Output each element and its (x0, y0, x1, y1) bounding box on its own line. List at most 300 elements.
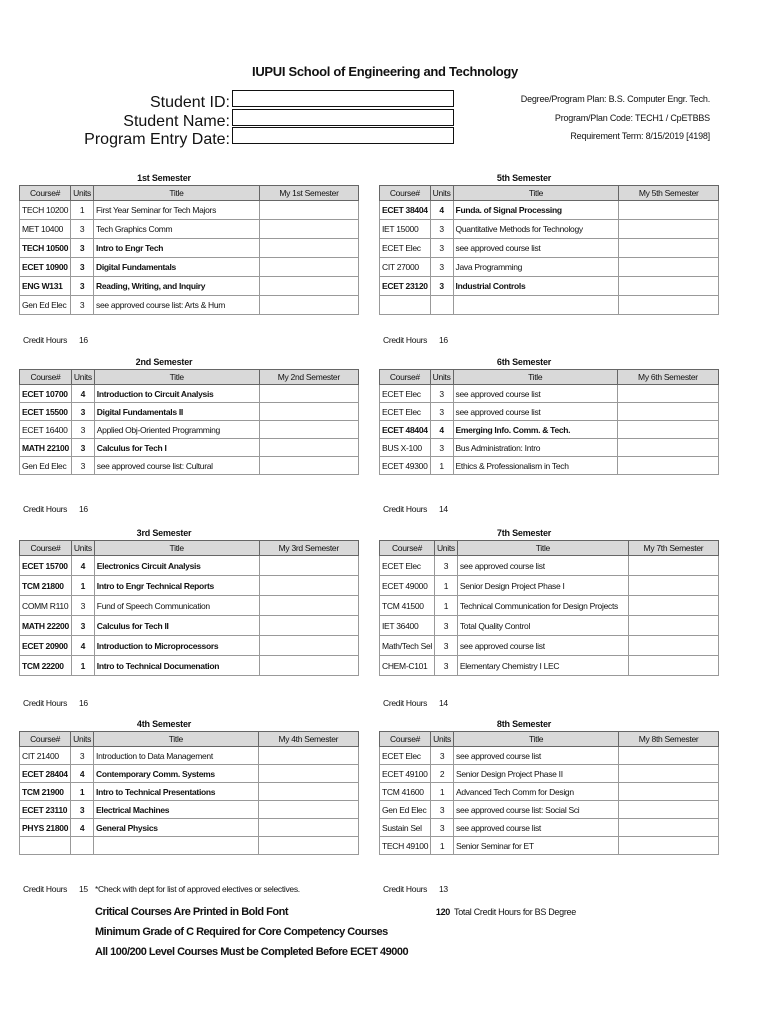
credit-hours-row (19, 335, 359, 347)
course-code: ECET 49300 (380, 457, 431, 475)
my-semester-cell[interactable] (258, 837, 358, 855)
course-row (20, 765, 359, 783)
course-title: Quantitative Methods for Technology (453, 220, 619, 239)
course-units: 4 (430, 421, 453, 439)
credit-hours-row (379, 884, 719, 896)
course-code: ECET Elec (380, 385, 431, 403)
course-code: TECH 10500 (20, 239, 71, 258)
course-title: Introduction to Circuit Analysis (94, 385, 259, 403)
course-code: ECET 23120 (380, 277, 431, 296)
semester-table (19, 731, 359, 855)
course-title: Industrial Controls (453, 277, 619, 296)
course-units: 3 (71, 239, 94, 258)
semester-block (19, 527, 359, 676)
units-header: Units (71, 186, 94, 201)
course-row (20, 421, 359, 439)
course-code: ECET 15500 (20, 403, 72, 421)
my-semester-cell[interactable] (628, 556, 718, 576)
credit-hours-label: Credit Hours (23, 884, 68, 894)
course-row (380, 457, 719, 475)
title-header: Title (94, 370, 259, 385)
footer-note-ecet49000: All 100/200 Level Courses Must be Completed Before ECET 49000 (95, 946, 409, 958)
course-code: TCM 41500 (380, 596, 435, 616)
course-code: BUS X-100 (380, 439, 431, 457)
course-title (94, 837, 259, 855)
credit-hours-row (19, 504, 359, 516)
total-credit-hours-value: 120 (435, 907, 450, 917)
semester-block (379, 527, 719, 676)
semester-title: 5th Semester (496, 173, 552, 183)
course-title: see approved course list (457, 556, 628, 576)
credit-hours-label: Credit Hours (383, 884, 428, 894)
course-units: 3 (71, 747, 94, 765)
course-units: 1 (71, 576, 94, 596)
course-code: CHEM-C101 (380, 656, 435, 676)
my-semester-cell[interactable] (259, 636, 358, 656)
course-title: Digital Fundamentals II (94, 403, 259, 421)
semester-block (379, 718, 719, 855)
credit-hours-value: 16 (79, 335, 88, 345)
course-title: Tech Graphics Comm (94, 220, 260, 239)
course-code: Math/Tech Sel (380, 636, 435, 656)
course-title: Java Programming (453, 258, 619, 277)
course-code: Gen Ed Elec (20, 457, 72, 475)
my-semester-cell[interactable] (259, 220, 358, 239)
my-semester-cell[interactable] (259, 403, 358, 421)
requirement-term: Requirement Term: 8/15/2019 [4198] (570, 131, 710, 141)
course-units: 3 (71, 220, 94, 239)
my-semester-cell[interactable] (259, 439, 358, 457)
credit-hours-value: 16 (79, 504, 88, 514)
course-row (380, 258, 719, 277)
credit-hours-row (19, 698, 359, 710)
course-code: ECET Elec (380, 403, 431, 421)
course-code: MATH 22200 (20, 616, 72, 636)
course-code: TECH 10200 (20, 201, 71, 220)
course-header: Course# (380, 186, 431, 201)
course-code: COMM R110 (20, 596, 72, 616)
my-semester-cell[interactable] (619, 801, 719, 819)
course-row (380, 783, 719, 801)
my-semester-header: My 6th Semester (617, 370, 718, 385)
course-title (453, 296, 619, 315)
credit-hours-value: 14 (439, 698, 448, 708)
course-row (20, 439, 359, 457)
course-row (380, 201, 719, 220)
course-code: TCM 41600 (380, 783, 431, 801)
course-units: 3 (71, 801, 94, 819)
my-semester-header: My 2nd Semester (259, 370, 358, 385)
my-semester-cell[interactable] (617, 457, 718, 475)
course-units: 3 (430, 439, 453, 457)
my-semester-cell[interactable] (628, 636, 718, 656)
my-semester-cell[interactable] (259, 421, 358, 439)
title-header: Title (453, 370, 617, 385)
course-title: Introduction to Microprocessors (94, 636, 259, 656)
my-semester-cell[interactable] (259, 201, 358, 220)
course-row (380, 296, 719, 315)
semester-title: 3rd Semester (136, 528, 192, 538)
title-header: Title (453, 186, 619, 201)
my-semester-cell[interactable] (619, 277, 719, 296)
course-row (380, 576, 719, 596)
course-code (380, 296, 431, 315)
course-code: MET 10400 (20, 220, 71, 239)
course-row (380, 220, 719, 239)
my-semester-header: My 3rd Semester (259, 541, 358, 556)
course-row (380, 596, 719, 616)
title-header: Title (94, 186, 260, 201)
credit-hours-row (379, 504, 719, 516)
semester-title: 2nd Semester (135, 357, 193, 367)
course-row (380, 421, 719, 439)
credit-hours-value: 16 (79, 698, 88, 708)
course-units: 3 (71, 616, 94, 636)
my-semester-cell[interactable] (259, 296, 358, 315)
course-units: 3 (430, 277, 453, 296)
course-header: Course# (20, 186, 71, 201)
course-code: ECET Elec (380, 747, 431, 765)
my-semester-cell[interactable] (619, 201, 719, 220)
course-code: TCM 21800 (20, 576, 72, 596)
semester-block (379, 172, 719, 315)
course-title: see approved course list: Cultural (94, 457, 259, 475)
course-units: 3 (434, 656, 457, 676)
course-title: Senior Design Project Phase I (457, 576, 628, 596)
my-semester-cell[interactable] (617, 385, 718, 403)
course-row (20, 783, 359, 801)
course-units: 3 (71, 296, 94, 315)
title-header: Title (94, 732, 259, 747)
course-units: 1 (71, 656, 94, 676)
my-semester-header: My 5th Semester (619, 186, 719, 201)
course-code: CIT 27000 (380, 258, 431, 277)
course-title: Advanced Tech Comm for Design (454, 783, 619, 801)
course-title: Contemporary Comm. Systems (94, 765, 259, 783)
course-title: see approved course list (457, 636, 628, 656)
course-units: 3 (71, 277, 94, 296)
course-code: PHYS 21800 (20, 819, 71, 837)
course-code: ECET 16400 (20, 421, 72, 439)
title-header: Title (457, 541, 628, 556)
course-header: Course# (380, 732, 431, 747)
course-title: Reading, Writing, and Inquiry (94, 277, 260, 296)
course-code: IET 36400 (380, 616, 435, 636)
course-title: Senior Design Project Phase II (454, 765, 619, 783)
course-units: 1 (71, 783, 94, 801)
credit-hours-row (379, 335, 719, 347)
course-units (71, 837, 94, 855)
footer-note-bold-critical: Critical Courses Are Printed in Bold Font (95, 906, 289, 918)
semester-block (19, 356, 359, 475)
my-semester-cell[interactable] (619, 765, 719, 783)
semester-table (379, 540, 719, 676)
elective-note: *Check with dept for list of approved electives or selectives. (95, 884, 300, 894)
course-row (380, 616, 719, 636)
semester-block (19, 172, 359, 315)
credit-hours-label: Credit Hours (383, 335, 428, 345)
credit-hours-row (379, 698, 719, 710)
credit-hours-label: Credit Hours (23, 504, 68, 514)
my-semester-cell[interactable] (617, 439, 718, 457)
course-title: Total Quality Control (457, 616, 628, 636)
my-semester-cell[interactable] (619, 258, 719, 277)
my-semester-cell[interactable] (628, 656, 718, 676)
course-row (380, 277, 719, 296)
course-units: 1 (434, 576, 457, 596)
program-plan-code: Program/Plan Code: TECH1 / CpETBBS (554, 113, 710, 123)
course-title: Digital Fundamentals (94, 258, 260, 277)
course-row (380, 556, 719, 576)
semester-table (379, 185, 719, 315)
course-title: Electronics Circuit Analysis (94, 556, 259, 576)
course-code: ECET Elec (380, 556, 435, 576)
my-semester-cell[interactable] (259, 277, 358, 296)
course-title: First Year Seminar for Tech Majors (94, 201, 260, 220)
semester-title: 7th Semester (496, 528, 552, 538)
course-units: 4 (71, 385, 94, 403)
course-code: Gen Ed Elec (20, 296, 71, 315)
credit-hours-label: Credit Hours (23, 698, 68, 708)
my-semester-cell[interactable] (259, 457, 358, 475)
course-row (20, 296, 359, 315)
course-row (20, 837, 359, 855)
course-title: see approved course list (454, 747, 619, 765)
my-semester-cell[interactable] (628, 596, 718, 616)
course-units: 2 (431, 765, 454, 783)
my-semester-cell[interactable] (259, 385, 358, 403)
course-units: 3 (430, 385, 453, 403)
course-row (380, 403, 719, 421)
course-units: 3 (430, 403, 453, 421)
my-semester-cell[interactable] (628, 576, 718, 596)
my-semester-cell[interactable] (258, 819, 358, 837)
my-semester-cell[interactable] (258, 801, 358, 819)
credit-hours-label: Credit Hours (383, 504, 428, 514)
course-header: Course# (380, 541, 435, 556)
credit-hours-row (19, 884, 359, 896)
total-credit-hours-label: Total Credit Hours for BS Degree (454, 907, 576, 917)
course-code: Gen Ed Elec (380, 801, 431, 819)
course-code: MATH 22100 (20, 439, 72, 457)
course-units: 3 (71, 439, 94, 457)
my-semester-cell[interactable] (619, 220, 719, 239)
course-title: Fund of Speech Communication (94, 596, 259, 616)
course-row (380, 801, 719, 819)
course-header: Course# (380, 370, 431, 385)
course-units: 3 (430, 258, 453, 277)
course-title: Applied Obj-Oriented Programming (94, 421, 259, 439)
course-code: TECH 49100 (380, 837, 431, 855)
semester-table (379, 731, 719, 855)
my-semester-cell[interactable] (259, 656, 358, 676)
my-semester-cell[interactable] (628, 616, 718, 636)
course-row (20, 220, 359, 239)
course-title: see approved course list (454, 819, 619, 837)
my-semester-cell[interactable] (258, 765, 358, 783)
course-title: see approved course list (453, 403, 617, 421)
course-row (20, 277, 359, 296)
course-row (20, 819, 359, 837)
course-title: see approved course list: Arts & Hum (94, 296, 260, 315)
credit-hours-value: 13 (439, 884, 448, 894)
my-semester-cell[interactable] (619, 783, 719, 801)
course-row (380, 439, 719, 457)
course-title: General Physics (94, 819, 259, 837)
course-row (20, 596, 359, 616)
course-code: ECET Elec (380, 239, 431, 258)
my-semester-cell[interactable] (619, 239, 719, 258)
total-credit-hours (420, 907, 576, 917)
course-row (20, 656, 359, 676)
course-title: Intro to Engr Tech (94, 239, 260, 258)
course-row (20, 201, 359, 220)
course-row (380, 765, 719, 783)
course-units: 3 (431, 747, 454, 765)
course-row (380, 656, 719, 676)
course-header: Course# (20, 541, 72, 556)
my-semester-header: My 7th Semester (628, 541, 718, 556)
course-units: 3 (434, 636, 457, 656)
course-code: ECET 38404 (380, 201, 431, 220)
my-semester-cell[interactable] (619, 837, 719, 855)
footer-notes (95, 902, 408, 962)
course-code (20, 837, 71, 855)
course-row (380, 747, 719, 765)
my-semester-cell[interactable] (258, 747, 358, 765)
course-units: 3 (430, 220, 453, 239)
course-units: 4 (71, 556, 94, 576)
course-code: ECET 10900 (20, 258, 71, 277)
course-title: Calculus for Tech I (94, 439, 259, 457)
course-code: ECET 10700 (20, 385, 72, 403)
my-semester-cell[interactable] (617, 403, 718, 421)
semester-block (19, 718, 359, 855)
course-title: Elementary Chemistry I LEC (457, 656, 628, 676)
credit-hours-label: Credit Hours (23, 335, 68, 345)
course-units: 1 (431, 837, 454, 855)
my-semester-cell[interactable] (259, 616, 358, 636)
document-title: IUPUI School of Engineering and Technology (252, 64, 518, 79)
course-title: see approved course list (453, 239, 619, 258)
course-row (380, 239, 719, 258)
semester-table (379, 369, 719, 475)
semester-title: 4th Semester (136, 719, 192, 729)
units-header: Units (71, 732, 94, 747)
my-semester-cell[interactable] (259, 258, 358, 277)
course-code: TCM 21900 (20, 783, 71, 801)
student-name-label: Student Name: (123, 113, 230, 130)
units-header: Units (434, 541, 457, 556)
course-code: ECET 28404 (20, 765, 71, 783)
course-units: 3 (71, 421, 94, 439)
semester-table (19, 369, 359, 475)
units-header: Units (430, 186, 453, 201)
course-units: 4 (430, 201, 453, 220)
student-id-field[interactable] (232, 90, 454, 107)
course-title: Bus Administration: Intro (453, 439, 617, 457)
course-row (20, 747, 359, 765)
my-semester-cell[interactable] (619, 747, 719, 765)
credit-hours-value: 14 (439, 504, 448, 514)
course-row (20, 258, 359, 277)
student-name-field[interactable] (232, 109, 454, 126)
course-title: Senior Seminar for ET (454, 837, 619, 855)
my-semester-cell[interactable] (258, 783, 358, 801)
course-units: 3 (71, 596, 94, 616)
course-units: 4 (71, 636, 94, 656)
course-title: Intro to Engr Technical Reports (94, 576, 259, 596)
course-units: 3 (71, 457, 94, 475)
semester-title: 1st Semester (137, 173, 191, 183)
course-units: 3 (431, 819, 454, 837)
my-semester-cell[interactable] (259, 239, 358, 258)
course-title: Electrical Machines (94, 801, 259, 819)
semester-title: 8th Semester (496, 719, 552, 729)
credit-hours-value: 16 (439, 335, 448, 345)
course-units: 3 (434, 616, 457, 636)
course-title: Calculus for Tech II (94, 616, 259, 636)
course-title: see approved course list: Social Sci (454, 801, 619, 819)
course-units: 4 (71, 765, 94, 783)
course-units: 4 (71, 819, 94, 837)
course-row (20, 385, 359, 403)
course-title: Technical Communication for Design Projects (457, 596, 628, 616)
units-header: Units (71, 370, 94, 385)
units-header: Units (71, 541, 94, 556)
degree-program-plan: Degree/Program Plan: B.S. Computer Engr. Tech. (520, 94, 710, 104)
course-title: Intro to Technical Documenation (94, 656, 259, 676)
course-title: Introduction to Data Management (94, 747, 259, 765)
course-code: ECET 48404 (380, 421, 431, 439)
course-units: 3 (434, 556, 457, 576)
semester-block (379, 356, 719, 475)
course-row (380, 636, 719, 656)
my-semester-cell[interactable] (259, 556, 358, 576)
course-units (430, 296, 453, 315)
course-units: 3 (71, 403, 94, 421)
course-units: 1 (430, 457, 453, 475)
student-id-label: Student ID: (149, 94, 230, 111)
my-semester-header: My 1st Semester (259, 186, 358, 201)
units-header: Units (430, 370, 453, 385)
my-semester-cell[interactable] (259, 596, 358, 616)
course-title: Funda. of Signal Processing (453, 201, 619, 220)
course-units: 1 (71, 201, 94, 220)
my-semester-cell[interactable] (619, 296, 719, 315)
my-semester-cell[interactable] (617, 421, 718, 439)
title-header: Title (454, 732, 619, 747)
course-row (380, 819, 719, 837)
credit-hours-value: 15 (79, 884, 88, 894)
course-code: ECET 49100 (380, 765, 431, 783)
course-code: ENG W131 (20, 277, 71, 296)
course-units: 3 (431, 801, 454, 819)
my-semester-header: My 4th Semester (258, 732, 358, 747)
program-entry-date-field[interactable] (232, 127, 454, 144)
course-row (380, 837, 719, 855)
course-units: 1 (431, 783, 454, 801)
course-row (20, 801, 359, 819)
units-header: Units (431, 732, 454, 747)
credit-hours-label: Credit Hours (383, 698, 428, 708)
my-semester-cell[interactable] (619, 819, 719, 837)
course-row (20, 636, 359, 656)
course-code: ECET 20900 (20, 636, 72, 656)
course-units: 1 (434, 596, 457, 616)
my-semester-cell[interactable] (259, 576, 358, 596)
course-code: ECET 23110 (20, 801, 71, 819)
